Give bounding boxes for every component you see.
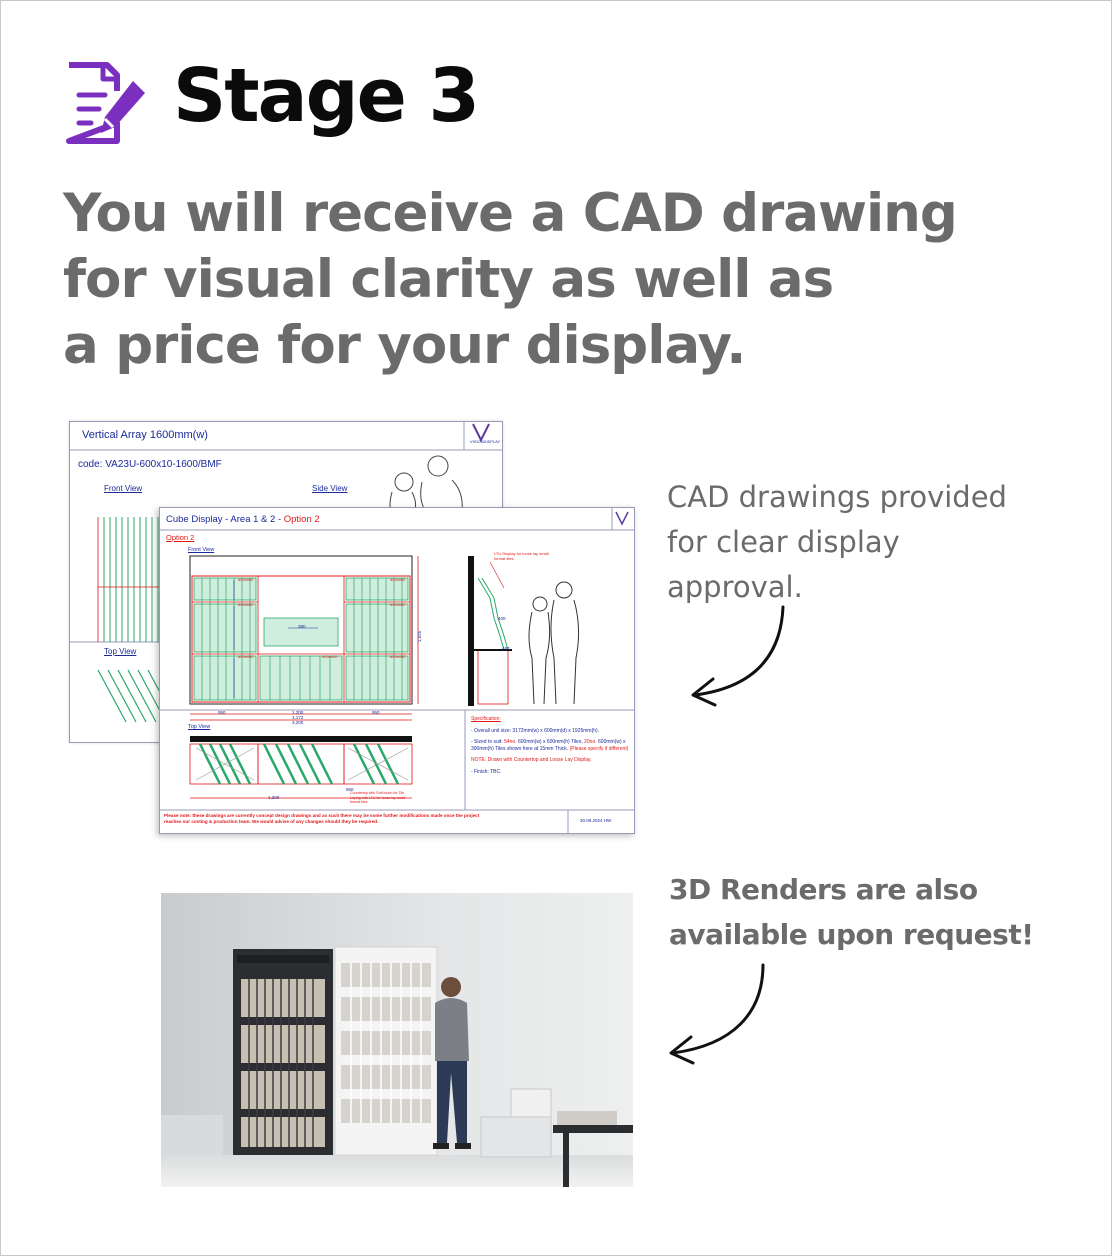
spec-sized [471,739,631,752]
cad-back-side-view: Side View [312,484,348,493]
render-caption-line-2: available upon request! [669,918,1034,951]
cad-back-front-view: Front View [104,484,143,493]
intro-text [63,181,1023,379]
spec-finish: - Finish: TBC. [471,768,502,775]
dim-600x600-c: 600x600 [238,602,254,607]
3d-render-image [161,893,633,1187]
dim-600x600-d: 600x600 [390,602,406,607]
dim-380: 380 [298,624,306,629]
document-edit-icon [63,61,149,145]
spec-heading: Specification: [471,716,501,722]
stage-title: Stage 3 [173,53,479,139]
specification-block [471,716,631,775]
dim-600x600-g: 600x600 [390,654,406,659]
curved-arrow-icon [661,959,771,1069]
spec-20: 20no. [584,739,597,745]
dim-487: 487 [502,646,510,651]
intro-line-3: a price for your display. [63,315,746,376]
spec-specify: (Please specify if different) [569,745,629,752]
dim-1925: 1,925 [417,630,423,643]
cad-back-logo: VISIONDISPLAY [470,439,501,444]
cad-front-front-view: Front View [188,547,215,553]
intro-line-2: for visual clarity as well as [63,249,834,310]
cad-back-code: code: VA23U-600x10-1600/BMF [78,459,222,470]
dim-950-b: 950 [372,710,380,715]
curved-arrow-icon [681,599,791,709]
intro-line-1: You will receive a CAD drawing [63,183,957,244]
cad-front-title-wrap [166,514,320,525]
dim-950-top: 950 [346,787,354,792]
render-caption [669,867,1034,957]
cad-caption [667,475,1007,610]
cad-caption-line-2: for clear display [667,525,900,559]
dim-3172: 3,172 [292,715,304,720]
spec-note: NOTE: Drawn with Countertop and Loose Lay Display. [471,757,592,763]
cad-back-top-view: Top View [104,647,137,656]
dim-3200: 3,200 [292,720,304,725]
dim-600x600-f: 600x600 [322,654,338,659]
dim-600x600-b: 600x600 [390,577,406,582]
spec-size: - Overall unit size: 3172mm(w) x 600mm(d) x 1925mm(h). [471,727,600,734]
cad-caption-line-1: CAD drawings provided [667,480,1007,514]
dim-600x600-e: 600x600 [238,654,254,659]
spec-sized-prefix: - Sized to suit: [471,739,505,745]
dim-400: 400 [498,616,506,621]
cad-caption-line-3: approval. [667,570,803,604]
cad-front-title: Cube Display - Area 1 & 2 - [166,514,284,525]
countertop-note: Countertop with Soft touch for Tile Laying with LTU for loose lay small format tiles [350,791,406,804]
spec-tiles1: 600mm(w) x 600mm(h) Tiles, [516,739,583,745]
cad-back-title: Vertical Array 1600mm(w) [82,429,208,441]
cad-front-option-label: Option 2 [166,533,195,542]
spec-54: 54no. [504,739,517,745]
footer-note: Please note: these drawings are currently concept design drawings and as such there may be some further modifications made once the project reaches our costing & production team. We would advise of any changes should they be required. [164,813,480,824]
cad-front-linework [160,508,634,833]
cad-drawing-cube-display [159,507,635,834]
render-caption-line-1: 3D Renders are also [669,873,978,906]
dim-950-a: 950 [218,710,226,715]
dim-1200: 1,200 [292,710,304,715]
spec-tiles2: 600mm(w) x 300mm(h) Tiles shown here at 15mm Thick. [471,739,626,752]
ltu-note: LTU Display for loose lay small format tiles. [494,551,549,561]
dim-600x600-a: 600x600 [238,577,254,582]
footer-date: 30.09.2024 HW [580,818,612,823]
dim-1200-top: 1,200 [268,795,280,800]
cad-front-title-option: Option 2 [283,514,320,525]
cad-front-top-view: Top View [188,724,211,730]
